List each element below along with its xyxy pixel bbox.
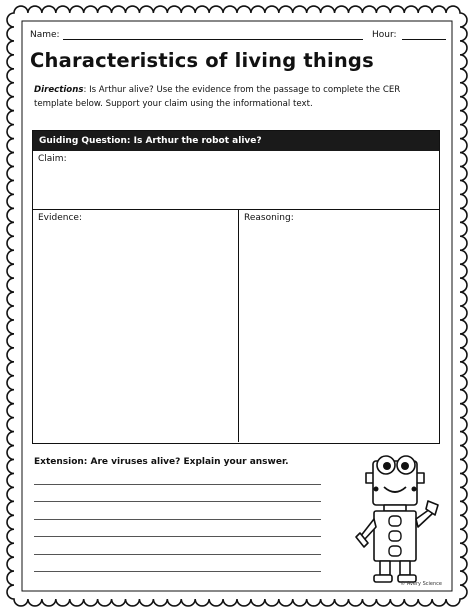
robot-leg-left bbox=[380, 561, 390, 575]
extension-prompt: Extension: Are viruses alive? Explain your answer. bbox=[34, 457, 289, 467]
hour-blank[interactable] bbox=[402, 39, 446, 40]
robot-pupil-left bbox=[383, 462, 391, 470]
guiding-question: Guiding Question: Is Arthur the robot alive? bbox=[33, 131, 439, 151]
evidence-box[interactable] bbox=[33, 210, 239, 442]
claim-label: Claim: bbox=[38, 154, 67, 164]
directions bbox=[34, 83, 440, 111]
directions-label: Directions bbox=[34, 85, 84, 95]
robot-leg-right bbox=[400, 561, 410, 575]
answer-lines[interactable] bbox=[34, 467, 321, 572]
answer-line[interactable] bbox=[34, 502, 321, 520]
answer-line[interactable] bbox=[34, 555, 321, 573]
copyright-credit: © Avery Science bbox=[400, 581, 442, 587]
evidence-label: Evidence: bbox=[38, 213, 82, 223]
answer-line[interactable] bbox=[34, 485, 321, 503]
directions-text: : Is Arthur alive? Use the evidence from the passage to complete the CER template below. Support your claim using the informational text. bbox=[34, 85, 401, 109]
answer-line[interactable] bbox=[34, 537, 321, 555]
header-line bbox=[30, 27, 446, 43]
robot-pupil-right bbox=[401, 462, 409, 470]
name-label: Name: bbox=[30, 30, 60, 40]
claim-box[interactable] bbox=[33, 151, 439, 210]
robot-cheek-right bbox=[412, 487, 417, 492]
cer-template bbox=[32, 130, 440, 444]
robot-button bbox=[389, 516, 401, 526]
answer-line[interactable] bbox=[34, 467, 321, 485]
robot-button bbox=[389, 546, 401, 556]
robot-button bbox=[389, 531, 401, 541]
robot-neck bbox=[384, 505, 406, 511]
worksheet-page bbox=[24, 23, 450, 589]
reasoning-box[interactable] bbox=[239, 210, 438, 442]
name-blank[interactable] bbox=[63, 39, 363, 40]
reasoning-label: Reasoning: bbox=[244, 213, 294, 223]
answer-line[interactable] bbox=[34, 520, 321, 538]
hour-label: Hour: bbox=[372, 30, 397, 40]
robot-cheek-left bbox=[374, 487, 379, 492]
robot-foot-left bbox=[374, 575, 392, 582]
robot-illustration bbox=[340, 443, 442, 585]
page-title: Characteristics of living things bbox=[30, 49, 374, 72]
